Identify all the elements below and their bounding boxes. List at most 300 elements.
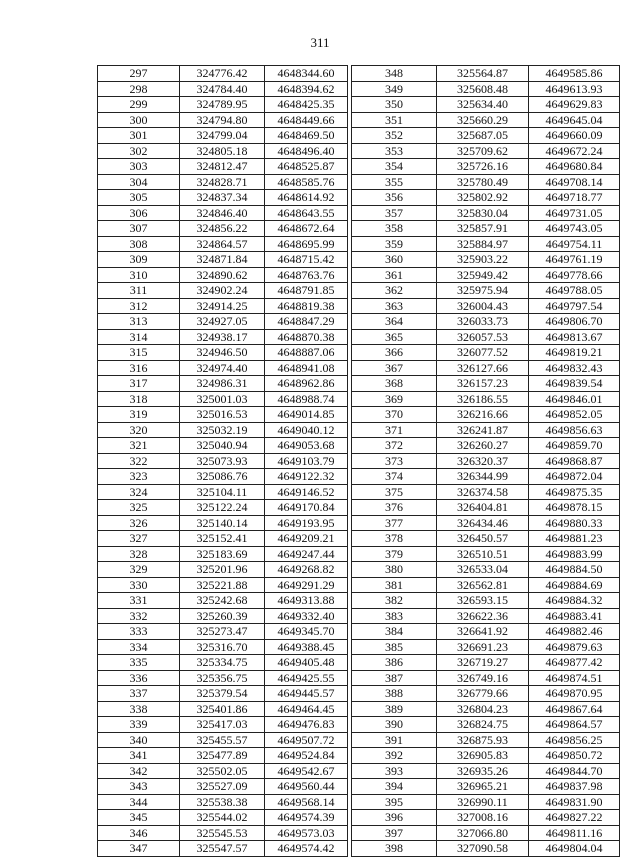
- y-coordinate-cell: 4649718.77: [529, 190, 620, 206]
- x-coordinate-cell: 325564.87: [437, 66, 529, 82]
- x-coordinate-cell: 326510.51: [437, 546, 529, 562]
- point-number-cell: 349: [352, 81, 437, 97]
- table-row: [352, 748, 620, 764]
- x-coordinate-cell: 326127.66: [437, 360, 529, 376]
- x-coordinate-cell: 324799.04: [180, 128, 265, 144]
- y-coordinate-cell: 4649884.32: [529, 593, 620, 609]
- table-row: [352, 779, 620, 795]
- x-coordinate-cell: 325356.75: [180, 670, 265, 686]
- x-coordinate-cell: 325152.41: [180, 531, 265, 547]
- table-row: [352, 701, 620, 717]
- x-coordinate-cell: 325857.91: [437, 221, 529, 237]
- point-number-cell: 379: [352, 546, 437, 562]
- table-row: [352, 81, 620, 97]
- table-row: [352, 717, 620, 733]
- x-coordinate-cell: 326374.58: [437, 484, 529, 500]
- y-coordinate-cell: 4649672.24: [529, 143, 620, 159]
- x-coordinate-cell: 326434.46: [437, 515, 529, 531]
- y-coordinate-cell: 4649247.44: [265, 546, 348, 562]
- table-row: [352, 97, 620, 113]
- table-row: [98, 190, 348, 206]
- x-coordinate-cell: 325183.69: [180, 546, 265, 562]
- table-row: [352, 469, 620, 485]
- x-coordinate-cell: 324974.40: [180, 360, 265, 376]
- table-row: [352, 174, 620, 190]
- table-row: [98, 252, 348, 268]
- table-row: [98, 205, 348, 221]
- x-coordinate-cell: 326875.93: [437, 732, 529, 748]
- y-coordinate-cell: 4649868.87: [529, 453, 620, 469]
- point-number-cell: 304: [98, 174, 180, 190]
- point-number-cell: 377: [352, 515, 437, 531]
- point-number-cell: 322: [98, 453, 180, 469]
- x-coordinate-cell: 325608.48: [437, 81, 529, 97]
- table-row: [98, 763, 348, 779]
- y-coordinate-cell: 4649875.35: [529, 484, 620, 500]
- table-row: [352, 686, 620, 702]
- x-coordinate-cell: 325104.11: [180, 484, 265, 500]
- y-coordinate-cell: 4649574.39: [265, 810, 348, 826]
- point-number-cell: 338: [98, 701, 180, 717]
- point-number-cell: 380: [352, 562, 437, 578]
- y-coordinate-cell: 4649209.21: [265, 531, 348, 547]
- table-row: [98, 407, 348, 423]
- y-coordinate-cell: 4649839.54: [529, 376, 620, 392]
- point-number-cell: 310: [98, 267, 180, 283]
- table-row: [98, 810, 348, 826]
- table-row: [98, 422, 348, 438]
- table-row: [352, 810, 620, 826]
- y-coordinate-cell: 4649844.70: [529, 763, 620, 779]
- point-number-cell: 324: [98, 484, 180, 500]
- table-row: [98, 779, 348, 795]
- x-coordinate-cell: 324812.47: [180, 159, 265, 175]
- y-coordinate-cell: 4649880.33: [529, 515, 620, 531]
- point-number-cell: 355: [352, 174, 437, 190]
- table-row: [98, 562, 348, 578]
- x-coordinate-cell: 325884.97: [437, 236, 529, 252]
- x-coordinate-cell: 325001.03: [180, 391, 265, 407]
- point-number-cell: 329: [98, 562, 180, 578]
- y-coordinate-cell: 4649867.64: [529, 701, 620, 717]
- table-row: [352, 655, 620, 671]
- point-number-cell: 342: [98, 763, 180, 779]
- table-row: [352, 438, 620, 454]
- table-row: [352, 841, 620, 857]
- y-coordinate-cell: 4648525.87: [265, 159, 348, 175]
- y-coordinate-cell: 4649291.29: [265, 577, 348, 593]
- y-coordinate-cell: 4649122.32: [265, 469, 348, 485]
- y-coordinate-cell: 4649731.05: [529, 205, 620, 221]
- y-coordinate-cell: 4648988.74: [265, 391, 348, 407]
- x-coordinate-cell: 324864.57: [180, 236, 265, 252]
- table-row: [352, 670, 620, 686]
- table-row: [98, 221, 348, 237]
- y-coordinate-cell: 4649761.19: [529, 252, 620, 268]
- x-coordinate-cell: 324784.40: [180, 81, 265, 97]
- x-coordinate-cell: 326824.75: [437, 717, 529, 733]
- table-row: [98, 748, 348, 764]
- table-row: [352, 267, 620, 283]
- table-row: [98, 143, 348, 159]
- y-coordinate-cell: 4649743.05: [529, 221, 620, 237]
- table-row: [98, 717, 348, 733]
- point-number-cell: 301: [98, 128, 180, 144]
- table-row: [352, 500, 620, 516]
- x-coordinate-cell: 325545.53: [180, 825, 265, 841]
- table-row: [98, 112, 348, 128]
- table-row: [352, 283, 620, 299]
- point-number-cell: 392: [352, 748, 437, 764]
- x-coordinate-cell: 324902.24: [180, 283, 265, 299]
- table-row: [352, 546, 620, 562]
- point-number-cell: 337: [98, 686, 180, 702]
- point-number-cell: 398: [352, 841, 437, 857]
- x-coordinate-cell: 324938.17: [180, 329, 265, 345]
- table-row: [98, 453, 348, 469]
- x-coordinate-cell: 325502.05: [180, 763, 265, 779]
- x-coordinate-cell: 324805.18: [180, 143, 265, 159]
- point-number-cell: 373: [352, 453, 437, 469]
- y-coordinate-cell: 4649568.14: [265, 794, 348, 810]
- point-number-cell: 381: [352, 577, 437, 593]
- x-coordinate-cell: 324828.71: [180, 174, 265, 190]
- x-coordinate-cell: 325334.75: [180, 655, 265, 671]
- y-coordinate-cell: 4649507.72: [265, 732, 348, 748]
- x-coordinate-cell: 325016.53: [180, 407, 265, 423]
- table-row: [352, 112, 620, 128]
- point-number-cell: 354: [352, 159, 437, 175]
- point-number-cell: 368: [352, 376, 437, 392]
- y-coordinate-cell: 4648614.92: [265, 190, 348, 206]
- y-coordinate-cell: 4649884.50: [529, 562, 620, 578]
- x-coordinate-cell: 326033.73: [437, 314, 529, 330]
- table-row: [98, 438, 348, 454]
- x-coordinate-cell: 326004.43: [437, 298, 529, 314]
- x-coordinate-cell: 325242.68: [180, 593, 265, 609]
- point-number-cell: 370: [352, 407, 437, 423]
- point-number-cell: 300: [98, 112, 180, 128]
- table-row: [98, 81, 348, 97]
- y-coordinate-cell: 4649193.95: [265, 515, 348, 531]
- x-coordinate-cell: 325221.88: [180, 577, 265, 593]
- x-coordinate-cell: 324946.50: [180, 345, 265, 361]
- y-coordinate-cell: 4649879.63: [529, 639, 620, 655]
- table-row: [98, 639, 348, 655]
- table-row: [98, 732, 348, 748]
- table-row: [352, 159, 620, 175]
- table-row: [352, 593, 620, 609]
- table-row: [352, 236, 620, 252]
- point-number-cell: 396: [352, 810, 437, 826]
- x-coordinate-cell: 327066.80: [437, 825, 529, 841]
- y-coordinate-cell: 4649629.83: [529, 97, 620, 113]
- point-number-cell: 353: [352, 143, 437, 159]
- table-row: [98, 66, 348, 82]
- y-coordinate-cell: 4648585.76: [265, 174, 348, 190]
- point-number-cell: 323: [98, 469, 180, 485]
- table-row: [98, 391, 348, 407]
- point-number-cell: 365: [352, 329, 437, 345]
- y-coordinate-cell: 4648344.60: [265, 66, 348, 82]
- point-number-cell: 330: [98, 577, 180, 593]
- x-coordinate-cell: 325726.16: [437, 159, 529, 175]
- table-row: [98, 174, 348, 190]
- x-coordinate-cell: 325032.19: [180, 422, 265, 438]
- point-number-cell: 340: [98, 732, 180, 748]
- y-coordinate-cell: 4649864.57: [529, 717, 620, 733]
- point-number-cell: 346: [98, 825, 180, 841]
- point-number-cell: 335: [98, 655, 180, 671]
- y-coordinate-cell: 4649053.68: [265, 438, 348, 454]
- table-row: [98, 283, 348, 299]
- y-coordinate-cell: 4649806.70: [529, 314, 620, 330]
- point-number-cell: 302: [98, 143, 180, 159]
- table-row: [352, 128, 620, 144]
- point-number-cell: 311: [98, 283, 180, 299]
- y-coordinate-cell: 4648847.29: [265, 314, 348, 330]
- y-coordinate-cell: 4648672.64: [265, 221, 348, 237]
- table-row: [352, 143, 620, 159]
- y-coordinate-cell: 4649778.66: [529, 267, 620, 283]
- table-row: [98, 267, 348, 283]
- table-row: [98, 701, 348, 717]
- x-coordinate-cell: 325709.62: [437, 143, 529, 159]
- y-coordinate-cell: 4648791.85: [265, 283, 348, 299]
- table-row: [352, 624, 620, 640]
- point-number-cell: 367: [352, 360, 437, 376]
- x-coordinate-cell: 324986.31: [180, 376, 265, 392]
- point-number-cell: 316: [98, 360, 180, 376]
- point-number-cell: 362: [352, 283, 437, 299]
- y-coordinate-cell: 4649884.69: [529, 577, 620, 593]
- y-coordinate-cell: 4649837.98: [529, 779, 620, 795]
- point-number-cell: 339: [98, 717, 180, 733]
- point-number-cell: 352: [352, 128, 437, 144]
- y-coordinate-cell: 4649852.05: [529, 407, 620, 423]
- y-coordinate-cell: 4649585.86: [529, 66, 620, 82]
- table-row: [352, 794, 620, 810]
- y-coordinate-cell: 4649680.84: [529, 159, 620, 175]
- x-coordinate-cell: 326990.11: [437, 794, 529, 810]
- x-coordinate-cell: 325527.09: [180, 779, 265, 795]
- point-number-cell: 333: [98, 624, 180, 640]
- point-number-cell: 306: [98, 205, 180, 221]
- table-row: [98, 236, 348, 252]
- point-number-cell: 389: [352, 701, 437, 717]
- x-coordinate-cell: 326404.81: [437, 500, 529, 516]
- y-coordinate-cell: 4649524.84: [265, 748, 348, 764]
- y-coordinate-cell: 4649856.63: [529, 422, 620, 438]
- y-coordinate-cell: 4649332.40: [265, 608, 348, 624]
- y-coordinate-cell: 4649573.03: [265, 825, 348, 841]
- table-row: [352, 221, 620, 237]
- y-coordinate-cell: 4648763.76: [265, 267, 348, 283]
- table-row: [98, 329, 348, 345]
- point-number-cell: 313: [98, 314, 180, 330]
- x-coordinate-cell: 325086.76: [180, 469, 265, 485]
- x-coordinate-cell: 324890.62: [180, 267, 265, 283]
- y-coordinate-cell: 4649708.14: [529, 174, 620, 190]
- table-row: [98, 376, 348, 392]
- x-coordinate-cell: 326641.92: [437, 624, 529, 640]
- y-coordinate-cell: 4649014.85: [265, 407, 348, 423]
- x-coordinate-cell: 324914.25: [180, 298, 265, 314]
- table-row: [98, 546, 348, 562]
- x-coordinate-cell: 325975.94: [437, 283, 529, 299]
- x-coordinate-cell: 325780.49: [437, 174, 529, 190]
- point-number-cell: 326: [98, 515, 180, 531]
- point-number-cell: 390: [352, 717, 437, 733]
- point-number-cell: 297: [98, 66, 180, 82]
- table-row: [352, 298, 620, 314]
- point-number-cell: 394: [352, 779, 437, 795]
- y-coordinate-cell: 4649870.95: [529, 686, 620, 702]
- point-number-cell: 391: [352, 732, 437, 748]
- table-row: [98, 159, 348, 175]
- table-row: [98, 298, 348, 314]
- y-coordinate-cell: 4649560.44: [265, 779, 348, 795]
- coordinates-table-left: [97, 65, 348, 857]
- y-coordinate-cell: 4649883.41: [529, 608, 620, 624]
- table-row: [352, 407, 620, 423]
- x-coordinate-cell: 326719.27: [437, 655, 529, 671]
- point-number-cell: 351: [352, 112, 437, 128]
- y-coordinate-cell: 4648469.50: [265, 128, 348, 144]
- table-row: [352, 422, 620, 438]
- y-coordinate-cell: 4649405.48: [265, 655, 348, 671]
- y-coordinate-cell: 4649872.04: [529, 469, 620, 485]
- x-coordinate-cell: 325401.86: [180, 701, 265, 717]
- x-coordinate-cell: 326157.23: [437, 376, 529, 392]
- point-number-cell: 327: [98, 531, 180, 547]
- x-coordinate-cell: 325802.92: [437, 190, 529, 206]
- x-coordinate-cell: 325417.03: [180, 717, 265, 733]
- x-coordinate-cell: 326186.55: [437, 391, 529, 407]
- table-row: [352, 329, 620, 345]
- x-coordinate-cell: 325379.54: [180, 686, 265, 702]
- x-coordinate-cell: 325260.39: [180, 608, 265, 624]
- table-row: [98, 469, 348, 485]
- x-coordinate-cell: 324856.22: [180, 221, 265, 237]
- x-coordinate-cell: 327090.58: [437, 841, 529, 857]
- table-row: [352, 484, 620, 500]
- table-row: [98, 841, 348, 857]
- point-number-cell: 345: [98, 810, 180, 826]
- table-row: [98, 345, 348, 361]
- point-number-cell: 357: [352, 205, 437, 221]
- y-coordinate-cell: 4649827.22: [529, 810, 620, 826]
- y-coordinate-cell: 4648870.38: [265, 329, 348, 345]
- x-coordinate-cell: 325455.57: [180, 732, 265, 748]
- x-coordinate-cell: 325538.38: [180, 794, 265, 810]
- y-coordinate-cell: 4649882.46: [529, 624, 620, 640]
- point-number-cell: 363: [352, 298, 437, 314]
- y-coordinate-cell: 4649660.09: [529, 128, 620, 144]
- y-coordinate-cell: 4649542.67: [265, 763, 348, 779]
- table-row: [98, 686, 348, 702]
- table-row: [352, 314, 620, 330]
- table-row: [98, 128, 348, 144]
- point-number-cell: 359: [352, 236, 437, 252]
- x-coordinate-cell: 324837.34: [180, 190, 265, 206]
- table-row: [98, 577, 348, 593]
- y-coordinate-cell: 4649645.04: [529, 112, 620, 128]
- point-number-cell: 334: [98, 639, 180, 655]
- table-row: [352, 639, 620, 655]
- table-row: [352, 825, 620, 841]
- y-coordinate-cell: 4649831.90: [529, 794, 620, 810]
- y-coordinate-cell: 4649040.12: [265, 422, 348, 438]
- x-coordinate-cell: 326562.81: [437, 577, 529, 593]
- x-coordinate-cell: 326344.99: [437, 469, 529, 485]
- x-coordinate-cell: 326241.87: [437, 422, 529, 438]
- y-coordinate-cell: 4649103.79: [265, 453, 348, 469]
- table-row: [352, 345, 620, 361]
- point-number-cell: 360: [352, 252, 437, 268]
- table-row: [98, 624, 348, 640]
- point-number-cell: 344: [98, 794, 180, 810]
- y-coordinate-cell: 4649445.57: [265, 686, 348, 702]
- point-number-cell: 376: [352, 500, 437, 516]
- table-row: [352, 360, 620, 376]
- table-row: [352, 732, 620, 748]
- x-coordinate-cell: 325687.05: [437, 128, 529, 144]
- y-coordinate-cell: 4649877.42: [529, 655, 620, 671]
- x-coordinate-cell: 325547.57: [180, 841, 265, 857]
- point-number-cell: 305: [98, 190, 180, 206]
- y-coordinate-cell: 4649313.88: [265, 593, 348, 609]
- x-coordinate-cell: 325273.47: [180, 624, 265, 640]
- point-number-cell: 348: [352, 66, 437, 82]
- x-coordinate-cell: 325040.94: [180, 438, 265, 454]
- point-number-cell: 358: [352, 221, 437, 237]
- point-number-cell: 331: [98, 593, 180, 609]
- x-coordinate-cell: 326779.66: [437, 686, 529, 702]
- point-number-cell: 336: [98, 670, 180, 686]
- point-number-cell: 393: [352, 763, 437, 779]
- x-coordinate-cell: 324846.40: [180, 205, 265, 221]
- table-row: [98, 825, 348, 841]
- y-coordinate-cell: 4649788.05: [529, 283, 620, 299]
- x-coordinate-cell: 326216.66: [437, 407, 529, 423]
- x-coordinate-cell: 326965.21: [437, 779, 529, 795]
- point-number-cell: 343: [98, 779, 180, 795]
- x-coordinate-cell: 326905.83: [437, 748, 529, 764]
- y-coordinate-cell: 4649388.45: [265, 639, 348, 655]
- x-coordinate-cell: 326077.52: [437, 345, 529, 361]
- y-coordinate-cell: 4649874.51: [529, 670, 620, 686]
- y-coordinate-cell: 4649170.84: [265, 500, 348, 516]
- y-coordinate-cell: 4649804.04: [529, 841, 620, 857]
- table-row: [352, 515, 620, 531]
- table-row: [352, 531, 620, 547]
- point-number-cell: 312: [98, 298, 180, 314]
- y-coordinate-cell: 4649268.82: [265, 562, 348, 578]
- point-number-cell: 325: [98, 500, 180, 516]
- x-coordinate-cell: 324927.05: [180, 314, 265, 330]
- x-coordinate-cell: 325660.29: [437, 112, 529, 128]
- point-number-cell: 366: [352, 345, 437, 361]
- point-number-cell: 364: [352, 314, 437, 330]
- point-number-cell: 361: [352, 267, 437, 283]
- y-coordinate-cell: 4649856.25: [529, 732, 620, 748]
- point-number-cell: 317: [98, 376, 180, 392]
- point-number-cell: 383: [352, 608, 437, 624]
- y-coordinate-cell: 4649476.83: [265, 717, 348, 733]
- table-row: [98, 314, 348, 330]
- table-row: [352, 562, 620, 578]
